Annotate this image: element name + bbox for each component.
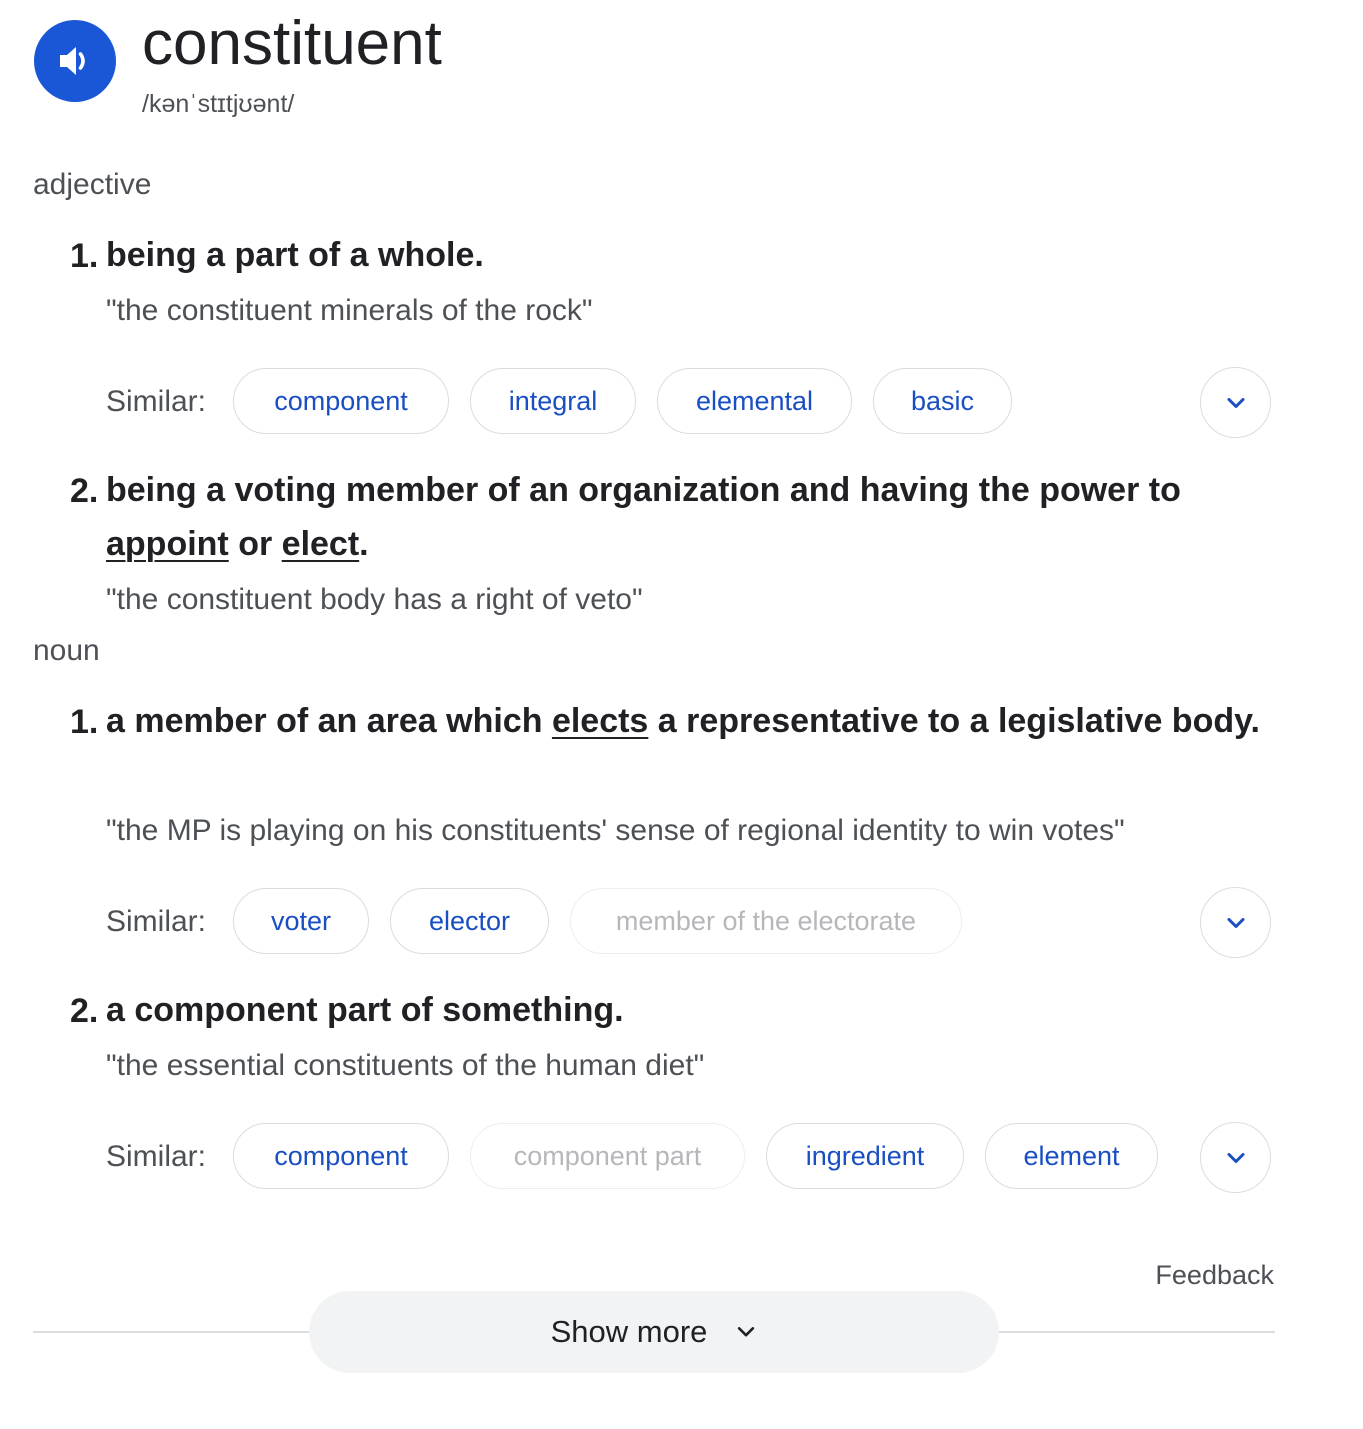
similar-label: Similar: — [106, 385, 207, 418]
definition-text: a member of an area which elects a representative to a legislative body. — [106, 702, 1260, 740]
example-sentence: "the constituent minerals of the rock" — [106, 294, 593, 327]
speaker-icon — [55, 41, 95, 81]
definition-number: 2. — [70, 472, 99, 510]
definition-number: 1. — [70, 703, 99, 741]
chevron-down-icon — [1224, 391, 1248, 415]
link-elects[interactable]: elects — [551, 702, 649, 740]
similar-chip-element[interactable]: element — [985, 1123, 1158, 1189]
similar-chip-integral[interactable]: integral — [470, 368, 636, 434]
chevron-down-icon — [735, 1321, 757, 1343]
example-sentence: "the constituent body has a right of veto" — [106, 583, 643, 616]
expand-similar-button[interactable] — [1200, 1122, 1271, 1193]
similar-chip-basic[interactable]: basic — [873, 368, 1012, 434]
similar-chip-component[interactable]: component — [233, 368, 449, 434]
pronunciation: /kənˈstɪtjʊənt/ — [142, 90, 295, 118]
similar-chip-voter[interactable]: voter — [233, 888, 369, 954]
similar-label: Similar: — [106, 905, 207, 938]
link-elect[interactable]: elect — [281, 525, 360, 563]
similar-chip-elector[interactable]: elector — [390, 888, 549, 954]
speaker-button[interactable] — [34, 20, 116, 102]
similar-chip-ingredient[interactable]: ingredient — [766, 1123, 964, 1189]
show-more-button[interactable] — [309, 1291, 999, 1373]
word-title: constituent — [142, 9, 442, 78]
expand-similar-button[interactable] — [1200, 367, 1271, 438]
similar-label: Similar: — [106, 1140, 207, 1173]
definition-text: being a part of a whole. — [106, 236, 484, 274]
expand-similar-button[interactable] — [1200, 887, 1271, 958]
chevron-down-icon — [1224, 1146, 1248, 1170]
similar-chip-elemental[interactable]: elemental — [657, 368, 852, 434]
similar-chip-component[interactable]: component — [233, 1123, 449, 1189]
feedback-link[interactable]: Feedback — [1155, 1260, 1274, 1290]
part-of-speech-adjective: adjective — [33, 168, 152, 201]
definition-number: 2. — [70, 992, 99, 1030]
similar-chip-member-of-the-electorate: member of the electorate — [570, 888, 962, 954]
show-more-label: Show more — [550, 1314, 708, 1349]
definition-number: 1. — [70, 237, 99, 275]
similar-chip-component-part: component part — [470, 1123, 745, 1189]
example-sentence: "the essential constituents of the human diet" — [106, 1049, 705, 1082]
definition-text: a component part of something. — [106, 991, 624, 1029]
link-appoint[interactable]: appoint — [106, 525, 229, 563]
definition-text: being a voting member of an organization and having the power to appoint or elect. — [106, 471, 1181, 563]
example-sentence: "the MP is playing on his constituents' sense of regional identity to win votes" — [106, 814, 1125, 847]
chevron-down-icon — [1224, 911, 1248, 935]
part-of-speech-noun: noun — [33, 634, 100, 667]
